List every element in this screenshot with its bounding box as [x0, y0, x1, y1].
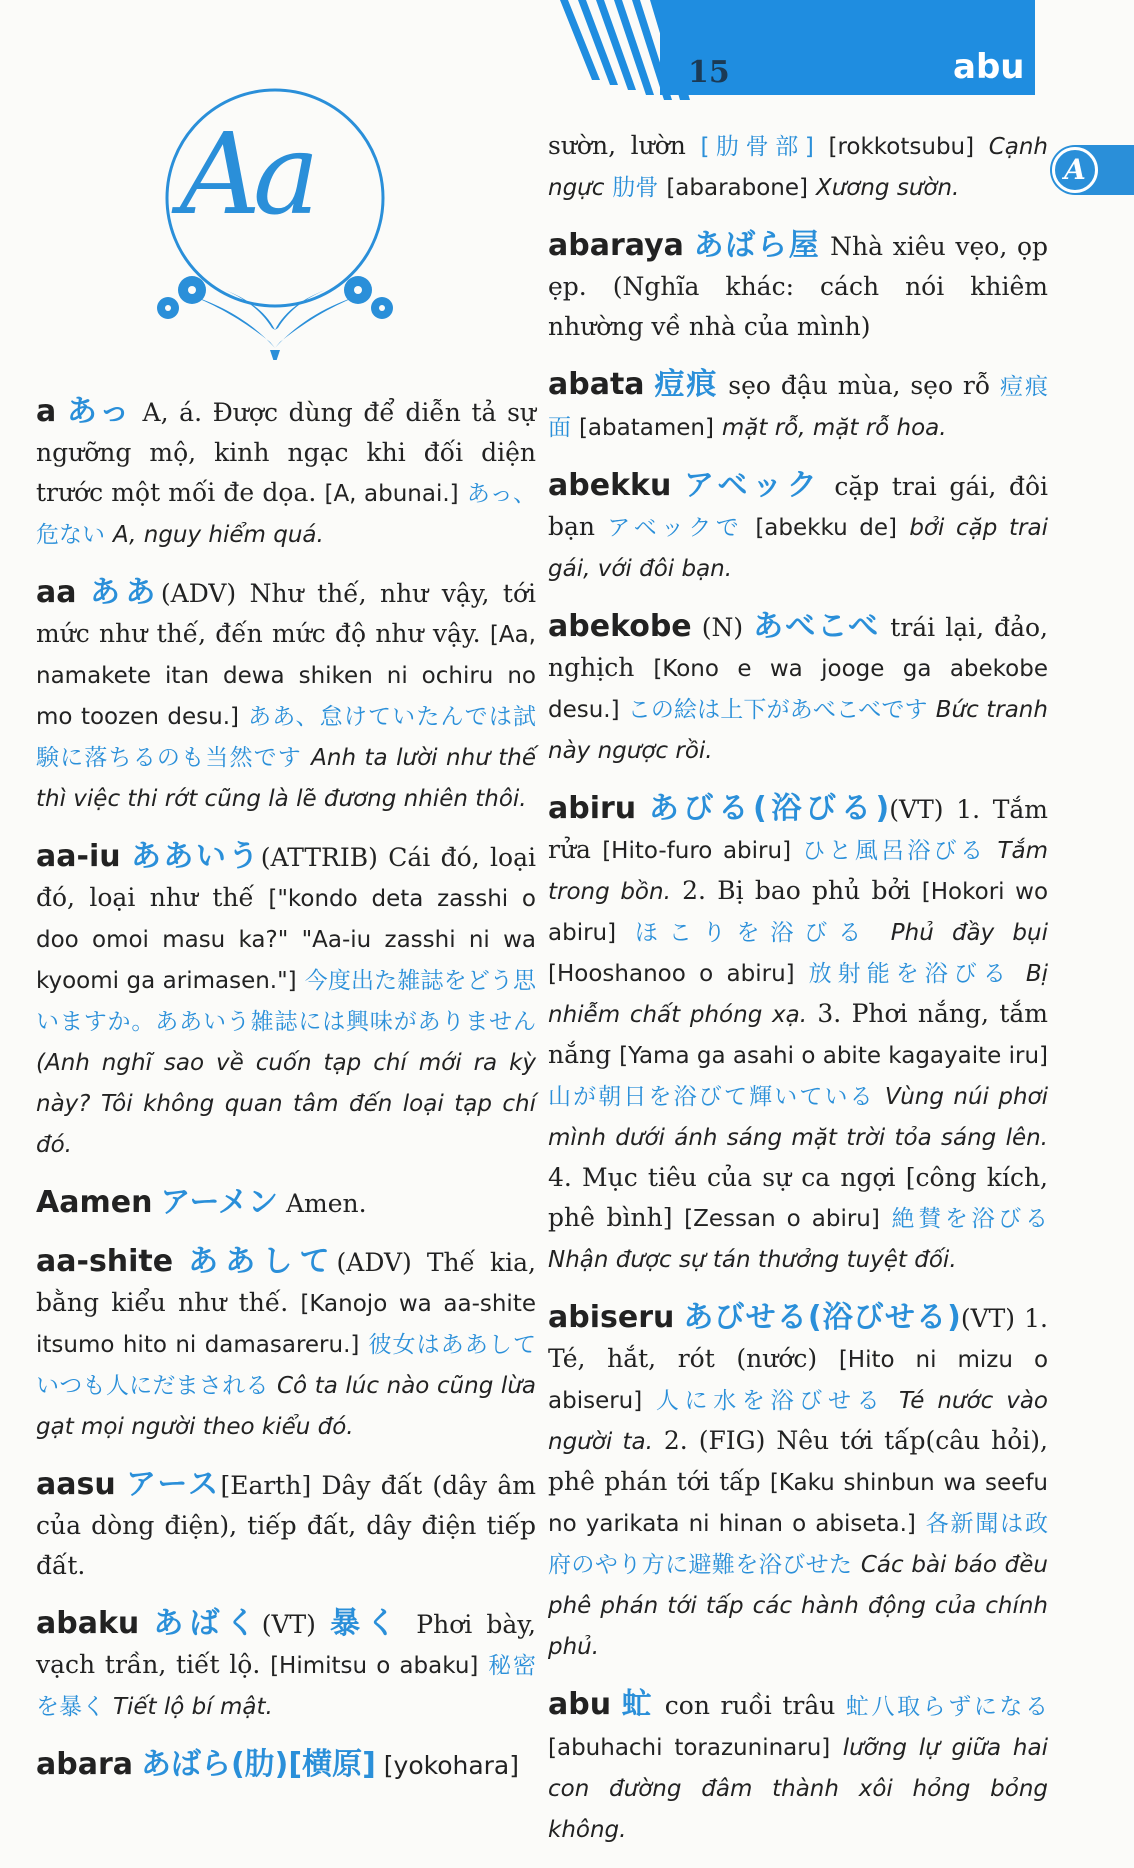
example-translation: Cô ta lúc nào cũng lừa gạt mọi người theo kiểu đó. — [36, 1373, 536, 1440]
definition: Dây đất (dây âm của dòng điện), tiếp đất, dây điện tiếp đất. — [36, 1471, 537, 1580]
sense-4: 4. Mục tiêu của sự ca ngợi [công kích, phê bình] — [548, 1163, 1048, 1232]
part-of-speech: (N) — [701, 613, 744, 642]
example-translation: Tiết lộ bí mật. — [112, 1694, 273, 1720]
entry-abata — [548, 365, 1048, 448]
entry-abara-cont — [548, 126, 1048, 208]
example-japanese: 今度出た雑誌をどう思いますか。ああいう雑誌には興味がありません — [36, 968, 536, 1035]
definition: cặp trai gái, đôi bạn — [548, 472, 1048, 541]
example-japanese: 彼女はああしていつも人にだまされる — [36, 1332, 537, 1399]
example-translation: Xương sườn. — [815, 175, 960, 201]
example-romaji: [abarabone] — [666, 175, 808, 201]
headword: aasu — [36, 1467, 116, 1502]
example-japanese: 各新聞は政府のやり方に避難を浴びせた — [548, 1511, 1049, 1578]
example-romaji: [Kono e wa jooge ga abekobe desu.] — [548, 656, 1048, 723]
example-romaji: [abuhachi torazuninaru] — [548, 1735, 831, 1761]
entry-abiseru — [548, 1298, 1048, 1667]
example-romaji: [Hokori wo abiru] — [548, 879, 1049, 946]
example-japanese: [肋骨部] — [700, 134, 814, 160]
headword-kana: あばら(肋)[横原] — [140, 1747, 376, 1782]
definition: Như thế, như vậy, tới mức như thế, đến mức độ như vậy. — [36, 579, 537, 648]
headword: abara — [36, 1747, 134, 1782]
definition: Cái đó, loại đó, loại như thế — [36, 843, 536, 912]
definition: sườn, lườn — [548, 131, 686, 160]
entry-abekku — [548, 466, 1048, 589]
headword: aa — [36, 575, 77, 610]
headword: Aamen — [36, 1185, 153, 1220]
running-head: abu — [953, 47, 1025, 87]
definition: Amen. — [285, 1189, 367, 1218]
example-japanese: 秘密を暴く — [36, 1653, 536, 1720]
headword-kana: あばら屋 — [693, 228, 821, 263]
logo-text: Aa — [180, 110, 312, 240]
example-romaji: [Himitsu o abaku] — [270, 1653, 479, 1679]
example-japanese: この絵は上下があべこべです — [627, 697, 928, 723]
example-japanese: 人に水を浴びせる — [655, 1388, 886, 1414]
example-translation: A, nguy hiểm quá. — [112, 522, 324, 548]
headword-kana: あばく — [153, 1606, 262, 1641]
definition: trái lại, đảo, nghịch — [548, 613, 1048, 682]
part-of-speech: (VT) — [261, 1610, 316, 1639]
headword-kana: あべこべ — [753, 609, 881, 644]
headword-kana: ああいう — [130, 839, 261, 874]
example-translation: (Anh nghĩ sao về cuốn tạp chí mới ra kỳ này? Tôi không quan tâm đến loại tạp chí đó. — [36, 1050, 536, 1158]
sense-2: 2. Bị bao phủ bởi — [682, 876, 911, 905]
thumb-tab-letter: A — [1052, 147, 1098, 193]
part-of-speech: (ATTRIB) — [260, 843, 378, 872]
page-number: 15 — [688, 55, 730, 90]
example-translation: Bị nhiễm chất phóng xạ. — [548, 961, 1048, 1028]
headword-kana: アベック — [684, 468, 822, 503]
part-of-speech: (VT) — [889, 795, 944, 824]
definition: Phơi bày, vạch trần, tiết lộ. — [36, 1610, 536, 1679]
headword: abu — [548, 1687, 612, 1722]
sense-1: 1. Tắm rửa — [548, 795, 1049, 864]
example-romaji: [abekku de] — [755, 515, 898, 541]
part-of-speech: (VT) — [960, 1304, 1016, 1333]
example-translation: mặt rỗ, mặt rỗ hoa. — [721, 415, 947, 441]
example-translation: Các bài báo đều phê phán tới tấp các hành động của chính phủ. — [548, 1552, 1048, 1660]
entry-abara — [36, 1745, 536, 1786]
entry-a — [36, 392, 536, 555]
example-japanese: 肋骨 — [612, 175, 659, 201]
example-romaji: [A, abunai.] — [324, 481, 459, 507]
headword: abekku — [548, 468, 672, 503]
example-translation: Phủ đầy bụi — [890, 920, 1048, 946]
headword-kana: あびる(浴びる) — [648, 791, 890, 826]
example-romaji: [Aa, namakete itan dewa shiken ni ochiru no mo toozen desu.] — [36, 622, 536, 730]
example-japanese: ひと風呂浴びる — [802, 838, 987, 864]
example-translation: lưỡng lự giữa hai con đường đâm thành xôi hỏng bỏng không. — [548, 1735, 1048, 1843]
entry-abekobe — [548, 607, 1048, 771]
example-romaji: [Zessan o abiru] — [684, 1206, 880, 1232]
example-romaji: [Yama ga asahi o abite kagayaite iru] — [619, 1043, 1048, 1069]
entry-aasu — [36, 1465, 536, 1586]
definition: sẹo đậu mùa, sẹo rỗ — [728, 371, 991, 400]
headword: abata — [548, 367, 645, 402]
example-romaji: [Hito-furo abiru] — [602, 838, 792, 864]
entry-abaku — [36, 1604, 536, 1727]
example-romaji: [Kaku shinbun wa seefu no yarikata ni hinan o abiseta.] — [548, 1470, 1048, 1537]
definition: con ruồi trâu — [664, 1691, 836, 1720]
headword: abekobe — [548, 609, 692, 644]
definition: Nhà xiêu vẹo, ọp ẹp. (Nghĩa khác: cách nói khiêm nhường về nhà của mình) — [548, 232, 1048, 341]
example-japanese: 痘痕面 — [548, 374, 1048, 441]
entry-abaraya — [548, 226, 1048, 347]
example-translation: Vùng núi phơi mình dưới ánh sáng mặt trời tỏa sáng lên. — [548, 1084, 1049, 1151]
example-japanese: 放射能を浴びる — [808, 961, 1012, 987]
example-japanese: ああ、怠けていたんでは試験に落ちるのも当然です — [36, 704, 536, 771]
example-japanese: 虻八取らずになる — [845, 1694, 1049, 1720]
example-romaji: ["kondo deta zasshi o doo omoi masu ka?" "Aa-iu zasshi ni wa kyoomi ga arimasen."] — [36, 886, 537, 994]
sense-1: 1. Té, hắt, rót (nước) — [548, 1304, 1048, 1373]
headword-kana: あびせる(浴びせる) — [683, 1300, 961, 1335]
headword: aa-iu — [36, 839, 121, 874]
headword: abiseru — [548, 1300, 675, 1335]
entry-abiru — [548, 789, 1048, 1280]
example-translation: Té nước vào người ta. — [548, 1388, 1048, 1455]
example-romaji: [Hito ni mizu o abiseru] — [548, 1347, 1049, 1414]
entry-aamen — [36, 1183, 536, 1224]
headword-kana: あっ — [66, 394, 132, 429]
part-of-speech: [Earth] — [220, 1471, 312, 1500]
example-romaji: [Kanojo wa aa-shite itsumo hito ni damasareru.] — [36, 1291, 536, 1358]
entry-aa-iu — [36, 837, 536, 1165]
definition: [yokohara] — [383, 1751, 520, 1780]
sense-3: 3. Phơi nắng, tắm nắng — [548, 999, 1048, 1069]
headword-kana: アーメン — [160, 1185, 278, 1220]
headword-kana: 痘痕 — [654, 367, 719, 402]
example-japanese: ほこりを浴びる — [634, 920, 872, 946]
example-translation: Tắm trong bồn. — [548, 838, 1049, 905]
example-translation: Anh ta lười như thế thì việc thi rớt cũng là lẽ đương nhiên thôi. — [36, 745, 537, 812]
entry-aa-shite — [36, 1242, 536, 1447]
headword: aa-shite — [36, 1244, 174, 1279]
headword-kana: 虻 — [621, 1687, 655, 1722]
example-romaji: [abatamen] — [578, 415, 714, 441]
example-romaji: [Hooshanoo o abiru] — [548, 961, 795, 987]
headword-kana: ああ — [89, 575, 161, 610]
example-translation: bởi cặp trai gái, với đôi bạn. — [548, 515, 1048, 582]
entry-aa — [36, 573, 536, 819]
example-romaji: [rokkotsubu] — [828, 134, 975, 160]
left-column — [36, 392, 536, 1804]
entry-abu — [548, 1685, 1048, 1850]
definition: A, á. Được dùng để diễn tả sự ngưỡng mộ, kinh ngạc khi đối diện trước một mối đe dọa. — [36, 398, 536, 507]
example-japanese: 絶賛を浴びる — [891, 1206, 1049, 1232]
example-japanese: あっ、危ない — [36, 481, 537, 548]
headword-kana: ああして — [188, 1244, 337, 1279]
example-translation: Cạnh ngực — [548, 134, 1048, 201]
headword: abaku — [36, 1606, 140, 1641]
headword-kanji: 暴く — [330, 1606, 403, 1641]
example-japanese: 山が朝日を浴びて輝いている — [548, 1084, 875, 1110]
headword: a — [36, 394, 57, 429]
headword: abiru — [548, 791, 637, 826]
example-translation: Nhận được sự tán thưởng tuyệt đối. — [548, 1247, 957, 1273]
headword: abaraya — [548, 228, 684, 263]
definition: Thế kia, bằng kiểu như thế. — [36, 1248, 537, 1317]
right-column — [548, 126, 1048, 1868]
example-translation: Bức tranh này ngược rồi. — [548, 697, 1048, 764]
sense-2: 2. (FIG) Nêu tới tấp(câu hỏi), phê phán tới tấp — [548, 1426, 1049, 1496]
part-of-speech: (ADV) — [336, 1248, 412, 1277]
headword-kana: アース — [125, 1467, 221, 1502]
part-of-speech: (ADV) — [160, 579, 237, 608]
example-japanese: アベックで — [607, 515, 744, 541]
